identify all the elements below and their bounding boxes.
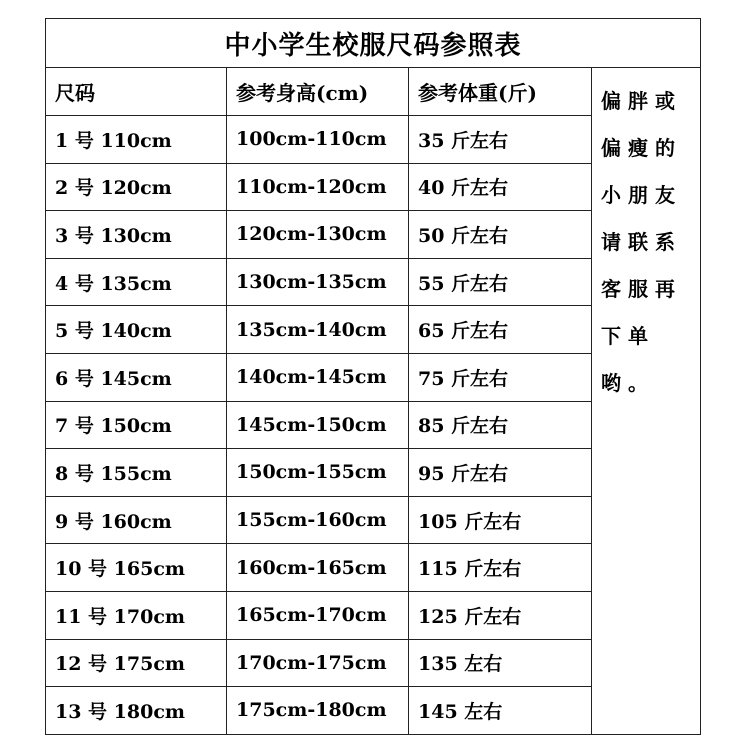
note-line: 下单哟。 — [601, 324, 655, 395]
size-cell: 1 号 110cm — [46, 116, 227, 164]
title-row — [46, 19, 701, 68]
weight-cell: 55 斤左右 — [409, 258, 592, 306]
weight-cell: 75 斤左右 — [409, 353, 592, 401]
height-cell: 100cm-110cm — [227, 116, 409, 164]
note-line: 客服再 — [601, 277, 682, 301]
height-cell: 130cm-135cm — [227, 258, 409, 306]
height-cell: 145cm-150cm — [227, 401, 409, 449]
size-cell: 3 号 130cm — [46, 211, 227, 259]
height-cell: 110cm-120cm — [227, 163, 409, 211]
size-cell: 5 号 140cm — [46, 306, 227, 354]
size-cell: 4 号 135cm — [46, 258, 227, 306]
size-cell: 7 号 150cm — [46, 401, 227, 449]
height-cell: 140cm-145cm — [227, 353, 409, 401]
weight-cell: 135 左右 — [409, 639, 592, 687]
note-line: 请联系 — [601, 230, 682, 254]
size-cell: 11 号 170cm — [46, 591, 227, 639]
weight-cell: 65 斤左右 — [409, 306, 592, 354]
size-cell: 2 号 120cm — [46, 163, 227, 211]
note-text — [601, 78, 692, 395]
height-cell: 160cm-165cm — [227, 544, 409, 592]
note-cell — [592, 68, 701, 735]
column-header-height: 参考身高(cm) — [227, 68, 409, 116]
table-title: 中小学生校服尺码参照表 — [46, 19, 701, 68]
column-header-size: 尺码 — [46, 68, 227, 116]
size-cell: 10 号 165cm — [46, 544, 227, 592]
weight-cell: 95 斤左右 — [409, 449, 592, 497]
weight-cell: 145 左右 — [409, 687, 592, 735]
weight-cell: 50 斤左右 — [409, 211, 592, 259]
column-header-weight: 参考体重(斤) — [409, 68, 592, 116]
size-cell: 13 号 180cm — [46, 687, 227, 735]
height-cell: 175cm-180cm — [227, 687, 409, 735]
weight-cell: 115 斤左右 — [409, 544, 592, 592]
size-cell: 8 号 155cm — [46, 449, 227, 497]
size-cell: 12 号 175cm — [46, 639, 227, 687]
size-chart-sheet — [45, 18, 700, 734]
height-cell: 155cm-160cm — [227, 496, 409, 544]
weight-cell: 35 斤左右 — [409, 116, 592, 164]
height-cell: 135cm-140cm — [227, 306, 409, 354]
note-line: 偏胖或 — [601, 89, 682, 113]
height-cell: 170cm-175cm — [227, 639, 409, 687]
size-cell: 9 号 160cm — [46, 496, 227, 544]
size-chart-table — [45, 18, 701, 735]
weight-cell: 105 斤左右 — [409, 496, 592, 544]
header-row — [46, 68, 701, 116]
note-line: 偏瘦的 — [601, 136, 682, 160]
note-line: 小朋友 — [601, 183, 682, 207]
height-cell: 165cm-170cm — [227, 591, 409, 639]
weight-cell: 40 斤左右 — [409, 163, 592, 211]
weight-cell: 85 斤左右 — [409, 401, 592, 449]
weight-cell: 125 斤左右 — [409, 591, 592, 639]
height-cell: 150cm-155cm — [227, 449, 409, 497]
height-cell: 120cm-130cm — [227, 211, 409, 259]
size-cell: 6 号 145cm — [46, 353, 227, 401]
